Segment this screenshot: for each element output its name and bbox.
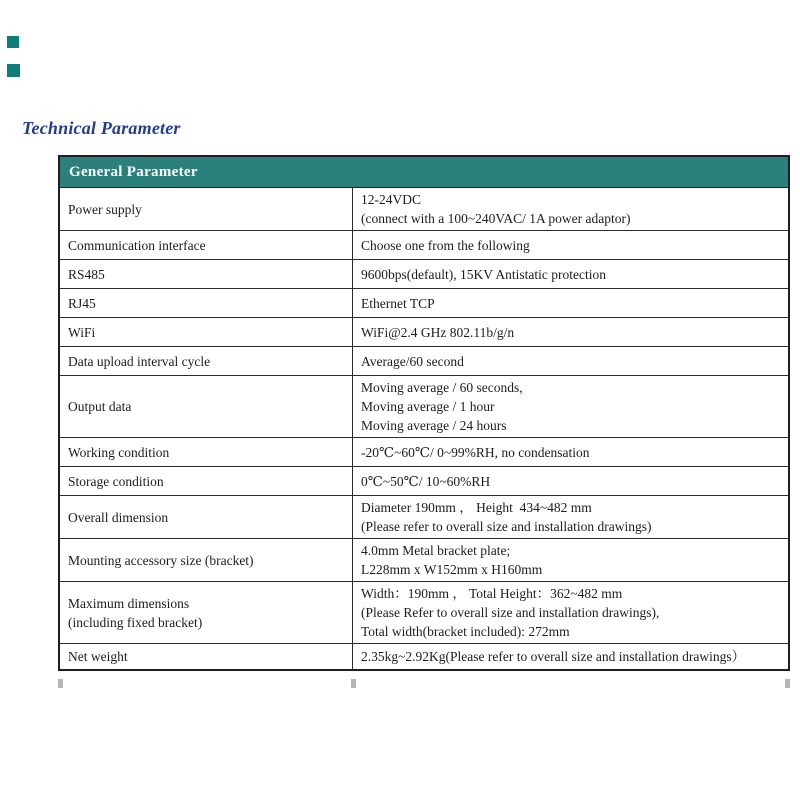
table-border-stub-left xyxy=(58,679,63,688)
parameter-name-cell xyxy=(60,582,353,643)
table-row xyxy=(60,539,788,582)
table-row xyxy=(60,289,788,318)
parameter-value-line: WiFi@2.4 GHz 802.11b/g/n xyxy=(361,324,515,340)
table-row xyxy=(60,260,788,289)
table-header-label: General Parameter xyxy=(69,163,198,180)
table-row xyxy=(60,496,788,539)
table-row xyxy=(60,582,788,644)
table-row xyxy=(60,347,788,376)
parameter-value-cell xyxy=(353,539,788,581)
parameter-name-line: Working condition xyxy=(68,444,170,460)
parameter-name-cell xyxy=(60,438,353,466)
parameter-value-line: 4.0mm Metal bracket plate; xyxy=(361,543,511,558)
parameter-name-cell xyxy=(60,347,353,375)
parameter-value-cell xyxy=(353,582,788,643)
parameter-value-line: Average/60 second xyxy=(361,353,464,369)
table-border-stub-right xyxy=(785,679,790,688)
parameter-value-line: L228mm x W152mm x H160mm xyxy=(361,562,543,577)
parameter-value-line: (Please refer to overall size and installation drawings) xyxy=(361,519,652,534)
table-row xyxy=(60,438,788,467)
table-border-stub-center xyxy=(351,679,356,688)
parameter-value-line: Moving average / 60 seconds, xyxy=(361,380,523,395)
parameter-value-line: 9600bps(default), 15KV Antistatic protection xyxy=(361,266,606,282)
parameter-value-cell xyxy=(353,467,788,495)
parameter-name-cell xyxy=(60,260,353,288)
parameter-name-line: Mounting accessory size (bracket) xyxy=(68,552,254,568)
parameter-name-line: (including fixed bracket) xyxy=(68,614,203,630)
parameter-name-line: Overall dimension xyxy=(68,509,169,525)
table-row xyxy=(60,231,788,260)
parameter-name-line: Power supply xyxy=(68,201,142,217)
parameter-name-cell xyxy=(60,188,353,230)
parameter-value-line: Ethernet TCP xyxy=(361,295,435,311)
parameter-name-cell xyxy=(60,644,353,669)
parameter-value-cell xyxy=(353,188,788,230)
parameter-value-cell xyxy=(353,438,788,466)
parameter-name-line: WiFi xyxy=(68,324,96,340)
teal-square-marker-bottom xyxy=(7,64,20,77)
table-row xyxy=(60,644,788,669)
parameter-name-cell xyxy=(60,496,353,538)
table-header-row xyxy=(60,157,788,188)
parameter-value-line: -20℃~60℃/ 0~99%RH, no condensation xyxy=(361,444,590,460)
parameter-value-line: Total width(bracket included): 272mm xyxy=(361,624,570,639)
parameter-value-cell xyxy=(353,231,788,259)
parameter-name-cell xyxy=(60,318,353,346)
table-body xyxy=(60,188,788,669)
parameter-value-line: Diameter 190mm ， Height 434~482 mm xyxy=(361,500,592,515)
parameter-value-line: (connect with a 100~240VAC/ 1A power adaptor) xyxy=(361,211,631,226)
parameter-name-line: Storage condition xyxy=(68,473,164,489)
parameter-value-line: 2.35kg~2.92Kg(Please refer to overall size and installation drawings） xyxy=(361,649,746,664)
parameter-value-line: Moving average / 24 hours xyxy=(361,418,507,433)
parameter-value-line: 0℃~50℃/ 10~60%RH xyxy=(361,473,491,489)
parameter-value-cell xyxy=(353,347,788,375)
parameter-name-cell xyxy=(60,289,353,317)
parameter-name-cell xyxy=(60,467,353,495)
parameter-value-line: (Please Refer to overall size and installation drawings), xyxy=(361,605,660,620)
general-parameter-table xyxy=(58,155,790,671)
parameter-name-line: RJ45 xyxy=(68,295,96,311)
parameter-name-cell xyxy=(60,231,353,259)
parameter-name-line: Maximum dimensions xyxy=(68,595,190,611)
parameter-value-line: 12-24VDC xyxy=(361,192,421,207)
parameter-name-line: Data upload interval cycle xyxy=(68,353,211,369)
parameter-name-line: Communication interface xyxy=(68,237,206,253)
parameter-name-line: RS485 xyxy=(68,266,105,282)
parameter-name-line: Net weight xyxy=(68,649,128,664)
parameter-value-cell xyxy=(353,644,788,669)
parameter-value-line: Moving average / 1 hour xyxy=(361,399,495,414)
teal-square-marker-top xyxy=(7,36,19,48)
parameter-value-cell xyxy=(353,260,788,288)
parameter-name-cell xyxy=(60,376,353,437)
table-row xyxy=(60,318,788,347)
parameter-value-cell xyxy=(353,318,788,346)
parameter-value-cell xyxy=(353,289,788,317)
table-row xyxy=(60,188,788,231)
table-row xyxy=(60,376,788,438)
page-title: Technical Parameter xyxy=(22,118,181,138)
parameter-value-cell xyxy=(353,496,788,538)
parameter-value-cell xyxy=(353,376,788,437)
parameter-value-line: Width：190mm ， Total Height：362~482 mm xyxy=(361,586,623,601)
parameter-name-cell xyxy=(60,539,353,581)
parameter-name-line: Output data xyxy=(68,399,132,414)
table-row xyxy=(60,467,788,496)
parameter-value-line: Choose one from the following xyxy=(361,237,530,253)
